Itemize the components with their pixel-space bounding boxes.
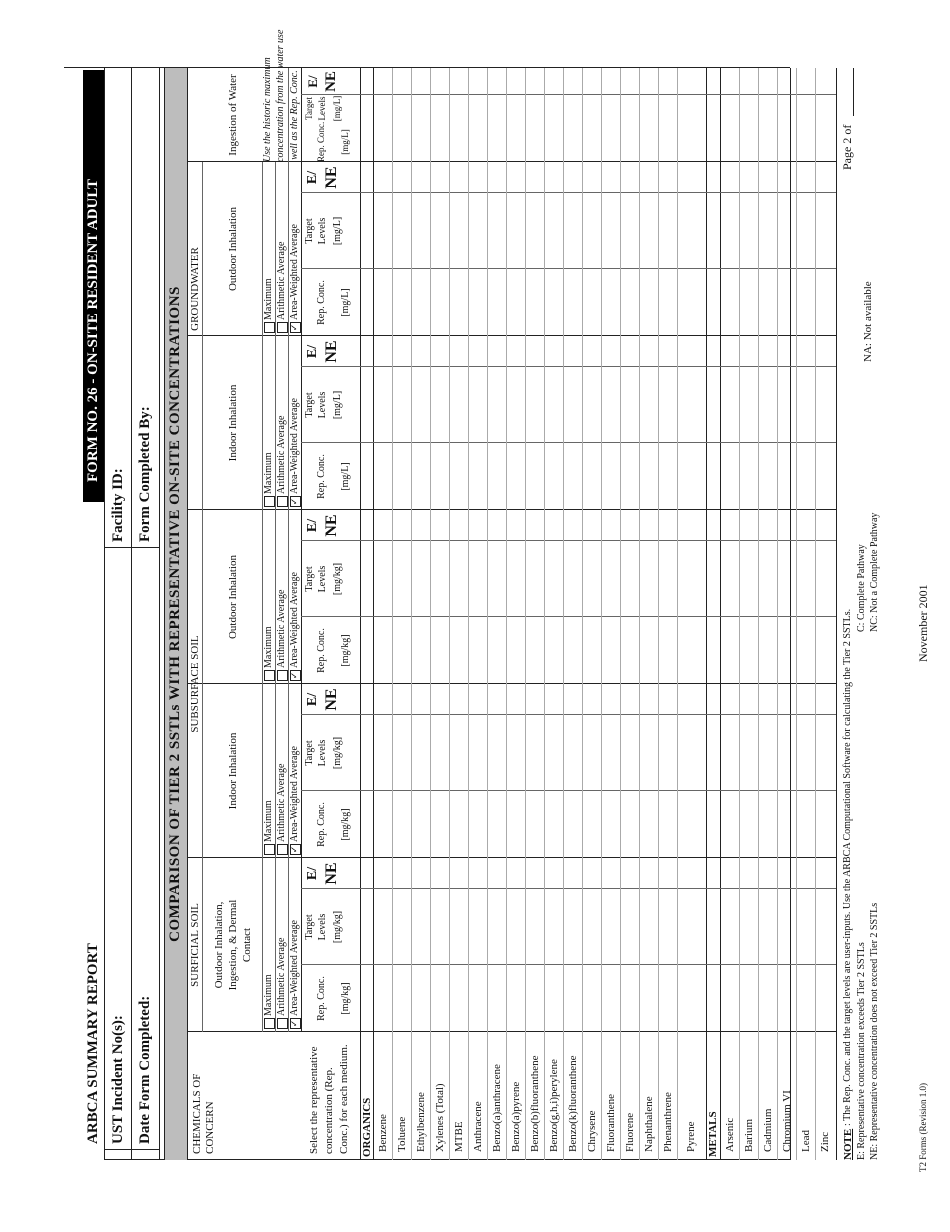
levels-header: Levels: [317, 739, 328, 767]
subcol-line: [301, 714, 836, 715]
frame-line: [104, 1159, 790, 1160]
rep-conc-header: Rep. Conc.: [316, 802, 327, 847]
row-line: [449, 68, 450, 1160]
arithmetic-checkbox[interactable]: [277, 496, 288, 507]
chemical-name: Arsenic: [724, 1117, 736, 1152]
subcol-line: [301, 540, 836, 541]
rep-conc-header: Rep. Conc.: [316, 628, 327, 673]
row-line: [468, 68, 469, 1160]
surficial-pathway-2: Ingestion, & Dermal: [227, 899, 239, 991]
rep-conc-header: Rep. Conc.: [316, 454, 327, 499]
select-instruction-2: concentration (Rep.: [323, 1067, 335, 1154]
arithmetic-checkbox[interactable]: [277, 844, 288, 855]
levels-header: Levels: [317, 391, 328, 419]
unit-header: [mg/L]: [332, 390, 343, 420]
chemical-name: Benzo(g,h,i)perylene: [548, 1059, 560, 1152]
row-line: [411, 68, 412, 1160]
ne-header: NE: [323, 688, 340, 711]
e-header: E/: [305, 866, 320, 881]
row-line: [525, 68, 526, 1160]
target-header: Target: [304, 914, 315, 940]
chemical-name: MTBE: [453, 1121, 465, 1152]
unit-header: [mg/kg]: [340, 634, 351, 667]
chemical-name: Chromium VI: [781, 1090, 793, 1152]
ne-header: NE: [323, 166, 340, 189]
subsurface-outdoor-label: Outdoor Inhalation: [227, 555, 239, 640]
surficial-soil-label: SURFICIAL SOIL: [189, 903, 201, 987]
area-weighted-checkbox[interactable]: ✓: [290, 323, 300, 332]
na-definition: NA: Not available: [862, 281, 874, 362]
subcol-line: [301, 888, 836, 889]
table-line: [836, 68, 837, 1160]
unit-header: [mg/kg]: [340, 982, 351, 1015]
unit-header: [mg/kg]: [332, 562, 343, 596]
subcol-line: [301, 616, 836, 617]
e-header: E/: [305, 692, 320, 707]
target-header: Target: [304, 97, 314, 120]
arithmetic-option-label: Arithmetic Average: [276, 415, 287, 494]
form-title: FORM NO. 26 - ON-SITE RESIDENT ADULT: [85, 179, 101, 482]
footer-date: November 2001: [916, 584, 930, 662]
row-line: [639, 68, 640, 1160]
row-line: [677, 68, 678, 1160]
e-header: E/: [305, 75, 320, 88]
area-weighted-checkbox[interactable]: ✓: [290, 845, 300, 854]
c-definition: C: Complete Pathway: [856, 544, 867, 632]
subcol-line: [301, 790, 836, 791]
chemical-name: Benzo(a)anthracene: [491, 1064, 503, 1152]
e-header: E/: [305, 344, 320, 359]
media-divider: [202, 858, 203, 1032]
e-header: E/: [305, 170, 320, 185]
unit-header: [mg/L]: [340, 462, 351, 491]
row-line: [601, 68, 602, 1160]
subcol-line: [301, 442, 836, 443]
table-line: [360, 68, 361, 1160]
subcol-line: [301, 366, 836, 367]
chemical-name: Naphthalene: [643, 1096, 655, 1152]
chemical-name: Xylenes (Total): [434, 1083, 446, 1152]
row-line: [815, 68, 816, 1160]
page-number-blank: [853, 68, 854, 116]
ne-definition: NE: Representative concentration does not exceed Tier 2 SSTLs: [869, 902, 880, 1160]
arithmetic-checkbox[interactable]: [277, 1018, 288, 1029]
e-header: E/: [305, 518, 320, 533]
arithmetic-checkbox[interactable]: [277, 670, 288, 681]
maximum-option-label: Maximum: [263, 974, 274, 1016]
chemical-name: Toluene: [396, 1116, 408, 1152]
select-instruction-3: Conc.) for each medium.: [338, 1044, 350, 1154]
subcol-line: [301, 192, 836, 193]
footer-revision: T2 Forms (Revision 1.0): [918, 1083, 928, 1172]
unit-header: [mg/kg]: [332, 910, 343, 944]
maximum-checkbox[interactable]: [264, 844, 275, 855]
ne-header: NE: [323, 71, 339, 92]
subcol-line: [301, 94, 836, 95]
ne-header: NE: [323, 862, 340, 885]
groundwater-ingestion-label: Ingestion of Water: [227, 74, 239, 156]
unit-header: [mg/L]: [332, 216, 343, 246]
chemical-name: Anthracene: [472, 1101, 484, 1152]
chemical-name: Cadmium: [762, 1108, 774, 1152]
media-divider: [202, 510, 203, 858]
date-completed-label: Date Form Completed:: [137, 995, 153, 1144]
chemical-name: Ethylbenzene: [415, 1092, 427, 1152]
area-weighted-option-label: Area-Weighted Average: [289, 224, 300, 320]
maximum-option-label: Maximum: [263, 626, 274, 668]
groundwater-label: GROUNDWATER: [189, 247, 201, 331]
unit-header: [mg/L]: [332, 95, 342, 122]
media-divider: [202, 162, 203, 510]
arithmetic-option-label: Arithmetic Average: [276, 763, 287, 842]
row-line: [620, 68, 621, 1160]
target-header: Target: [304, 740, 315, 766]
frame-line: [104, 68, 105, 1160]
groundwater-outdoor-label: Outdoor Inhalation: [227, 207, 239, 292]
table-line: [706, 68, 707, 1160]
area-weighted-checkbox[interactable]: ✓: [290, 1019, 300, 1028]
chemical-name: Zinc: [819, 1131, 831, 1152]
maximum-checkbox[interactable]: [264, 496, 275, 507]
table-line: [187, 68, 188, 1160]
ingestion-note-3: well as the Rep. Conc.: [289, 70, 300, 160]
chemicals-title-1: CHEMICALS OF: [191, 1073, 203, 1154]
maximum-checkbox[interactable]: [264, 322, 275, 333]
area-weighted-option-label: Area-Weighted Average: [289, 920, 300, 1016]
maximum-checkbox[interactable]: [264, 1018, 275, 1029]
row-line: [544, 68, 545, 1160]
chemical-name: Barium: [743, 1119, 755, 1152]
footer-page: Page 2 of: [840, 124, 854, 170]
form-completed-by-label: Form Completed By:: [137, 406, 153, 542]
area-weighted-checkbox[interactable]: ✓: [290, 671, 300, 680]
info-divider: [104, 547, 159, 548]
note-text: : The Rep. Conc. and the target levels are user-inputs. Use the ARBCA Computational Software for calculating the Tier 2 SSTLs.: [842, 608, 853, 1126]
levels-header: Levels: [317, 217, 328, 245]
surficial-pathway-1: Outdoor Inhalation,: [213, 901, 225, 989]
chemical-name: Fluorene: [624, 1112, 636, 1152]
row-line: [658, 68, 659, 1160]
area-weighted-option-label: Area-Weighted Average: [289, 746, 300, 842]
maximum-checkbox[interactable]: [264, 670, 275, 681]
chemical-name: Phenanthrene: [662, 1092, 674, 1152]
row-line: [506, 68, 507, 1160]
row-line: [796, 68, 797, 1160]
ingestion-note-2: concentration from the water use: [275, 29, 286, 162]
maximum-option-label: Maximum: [263, 452, 274, 494]
surficial-pathway-3: Contact: [241, 927, 253, 963]
groundwater-indoor-label: Indoor Inhalation: [227, 384, 239, 462]
area-weighted-checkbox[interactable]: ✓: [290, 497, 300, 506]
note-label: NOTE: [842, 1128, 854, 1160]
target-header: Target: [304, 218, 315, 244]
unit-header: [mg/kg]: [340, 808, 351, 841]
levels-header: Levels: [317, 96, 327, 121]
organics-section-label: ORGANICS: [361, 1097, 373, 1157]
maximum-option-label: Maximum: [263, 800, 274, 842]
row-line: [430, 68, 431, 1160]
metals-section-label: METALS: [707, 1111, 719, 1157]
chemical-name: Fluoranthene: [605, 1093, 617, 1152]
chemical-name: Benzo(a)pyrene: [510, 1081, 522, 1152]
ust-incident-label: UST Incident No(s):: [110, 1015, 126, 1144]
unit-header: [mg/L]: [340, 129, 350, 155]
arithmetic-option-label: Arithmetic Average: [276, 589, 287, 668]
levels-header: Levels: [317, 913, 328, 941]
chemicals-title-2: CONCERN: [204, 1101, 216, 1154]
chemical-name: Chrysene: [586, 1110, 598, 1152]
comparison-banner-text: COMPARISON OF TIER 2 SSTLs WITH REPRESENTATIVE ON-SITE CONCENTRATIONS: [167, 286, 183, 942]
e-definition: E: Representative concentration exceeds Tier 2 SSTLs: [856, 942, 867, 1160]
report-title: ARBCA SUMMARY REPORT: [85, 943, 101, 1144]
rep-conc-header: Rep. Conc.: [316, 121, 326, 162]
frame-line: [159, 68, 160, 1160]
frame-line: [790, 68, 791, 1160]
row-line: [739, 68, 740, 1160]
chemical-name: Pyrene: [685, 1121, 697, 1152]
table-line: [720, 68, 721, 1160]
maximum-option-label: Maximum: [263, 278, 274, 320]
row-line: [487, 68, 488, 1160]
ne-header: NE: [323, 514, 340, 537]
ingestion-note-1: Use the historic maximum: [262, 57, 273, 162]
frame-line: [131, 68, 132, 1160]
frame-line: [104, 1149, 159, 1150]
row-line: [563, 68, 564, 1160]
target-header: Target: [304, 566, 315, 592]
chemical-name: Benzo(b)fluoranthene: [529, 1055, 541, 1152]
arithmetic-option-label: Arithmetic Average: [276, 937, 287, 1016]
ne-header: NE: [323, 340, 340, 363]
row-line: [777, 68, 778, 1160]
levels-header: Levels: [317, 565, 328, 593]
arithmetic-option-label: Arithmetic Average: [276, 241, 287, 320]
subsurface-soil-label: SUBSURFACE SOIL: [189, 635, 201, 733]
row-line: [392, 68, 393, 1160]
row-line: [758, 68, 759, 1160]
area-weighted-option-label: Area-Weighted Average: [289, 572, 300, 668]
nc-definition: NC: Not a Complete Pathway: [869, 512, 880, 632]
subcol-line: [301, 268, 836, 269]
option-line: [301, 68, 302, 162]
subsurface-indoor-label: Indoor Inhalation: [227, 732, 239, 810]
option-line: [301, 162, 302, 1032]
rep-conc-header: Rep. Conc.: [316, 280, 327, 325]
target-header: Target: [304, 392, 315, 418]
facility-id-label: Facility ID:: [110, 468, 126, 542]
area-weighted-option-label: Area-Weighted Average: [289, 398, 300, 494]
unit-header: [mg/kg]: [332, 736, 343, 770]
subcol-line: [301, 964, 836, 965]
arithmetic-checkbox[interactable]: [277, 322, 288, 333]
chemical-name: Benzene: [377, 1114, 389, 1152]
select-instruction-1: Select the representative: [308, 1046, 320, 1154]
rep-conc-header: Rep. Conc.: [316, 976, 327, 1021]
chemical-name: Lead: [800, 1130, 812, 1152]
row-line: [582, 68, 583, 1160]
unit-header: [mg/L]: [340, 288, 351, 317]
table-line: [373, 68, 374, 1160]
chemical-name: Benzo(k)fluoranthene: [567, 1055, 579, 1152]
